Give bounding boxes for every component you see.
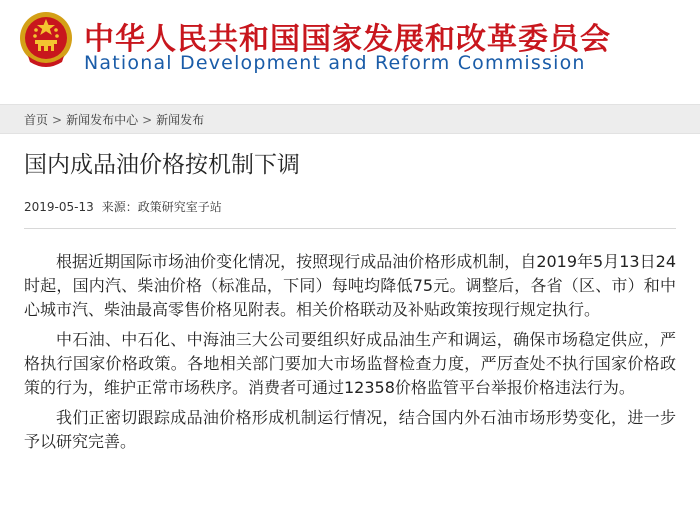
breadcrumb-home-link[interactable]: 首页 bbox=[24, 113, 49, 127]
article-paragraph: 我们正密切跟踪成品油价格形成机制运行情况，结合国内外石油市场形势变化，进一步予以研究完善。 bbox=[24, 408, 676, 451]
breadcrumb-separator: > bbox=[52, 113, 63, 127]
site-name-en[interactable]: National Development and Reform Commission bbox=[84, 52, 586, 74]
source-value: 政策研究室子站 bbox=[137, 200, 222, 214]
breadcrumb bbox=[24, 111, 204, 128]
article-paragraph: 根据近期国际市场油价变化情况，按照现行成品油价格形成机制，自2019年5月13日24时起，国内汽、柴油价格（标准品，下同）每吨均降低75元。调整后，各省（区、市）和中心城市汽、柴油最高零售价格见附表。相关价格联动及补贴政策按现行规定执行。 bbox=[24, 252, 676, 319]
breadcrumb-news-center-link[interactable]: 新闻发布中心 bbox=[66, 113, 139, 127]
article-source bbox=[102, 200, 222, 214]
source-label: 来源： bbox=[101, 200, 138, 214]
breadcrumb-news-release-link[interactable]: 新闻发布 bbox=[156, 113, 205, 127]
site-name-cn[interactable]: 中华人民共和国国家发展和改革委员会 bbox=[84, 22, 611, 57]
article-date: 2019-05-13 bbox=[24, 200, 94, 214]
divider bbox=[24, 228, 676, 229]
article-meta bbox=[24, 198, 230, 215]
article-body bbox=[24, 250, 676, 460]
article-paragraph: 中石油、中石化、中海油三大公司要组织好成品油生产和调运，确保市场稳定供应，严格执行国家价格政策。各地相关部门要加大市场监督检查力度，严厉查处不执行国家价格政策的行为，维护正常市场秩序。消费者可通过12358价格监管平台举报价格违法行为。 bbox=[24, 330, 676, 397]
breadcrumb-bar bbox=[0, 104, 700, 134]
site-header bbox=[0, 0, 700, 92]
national-emblem-icon[interactable] bbox=[18, 10, 74, 70]
breadcrumb-separator: > bbox=[142, 113, 153, 127]
article-title: 国内成品油价格按机制下调 bbox=[24, 152, 300, 178]
